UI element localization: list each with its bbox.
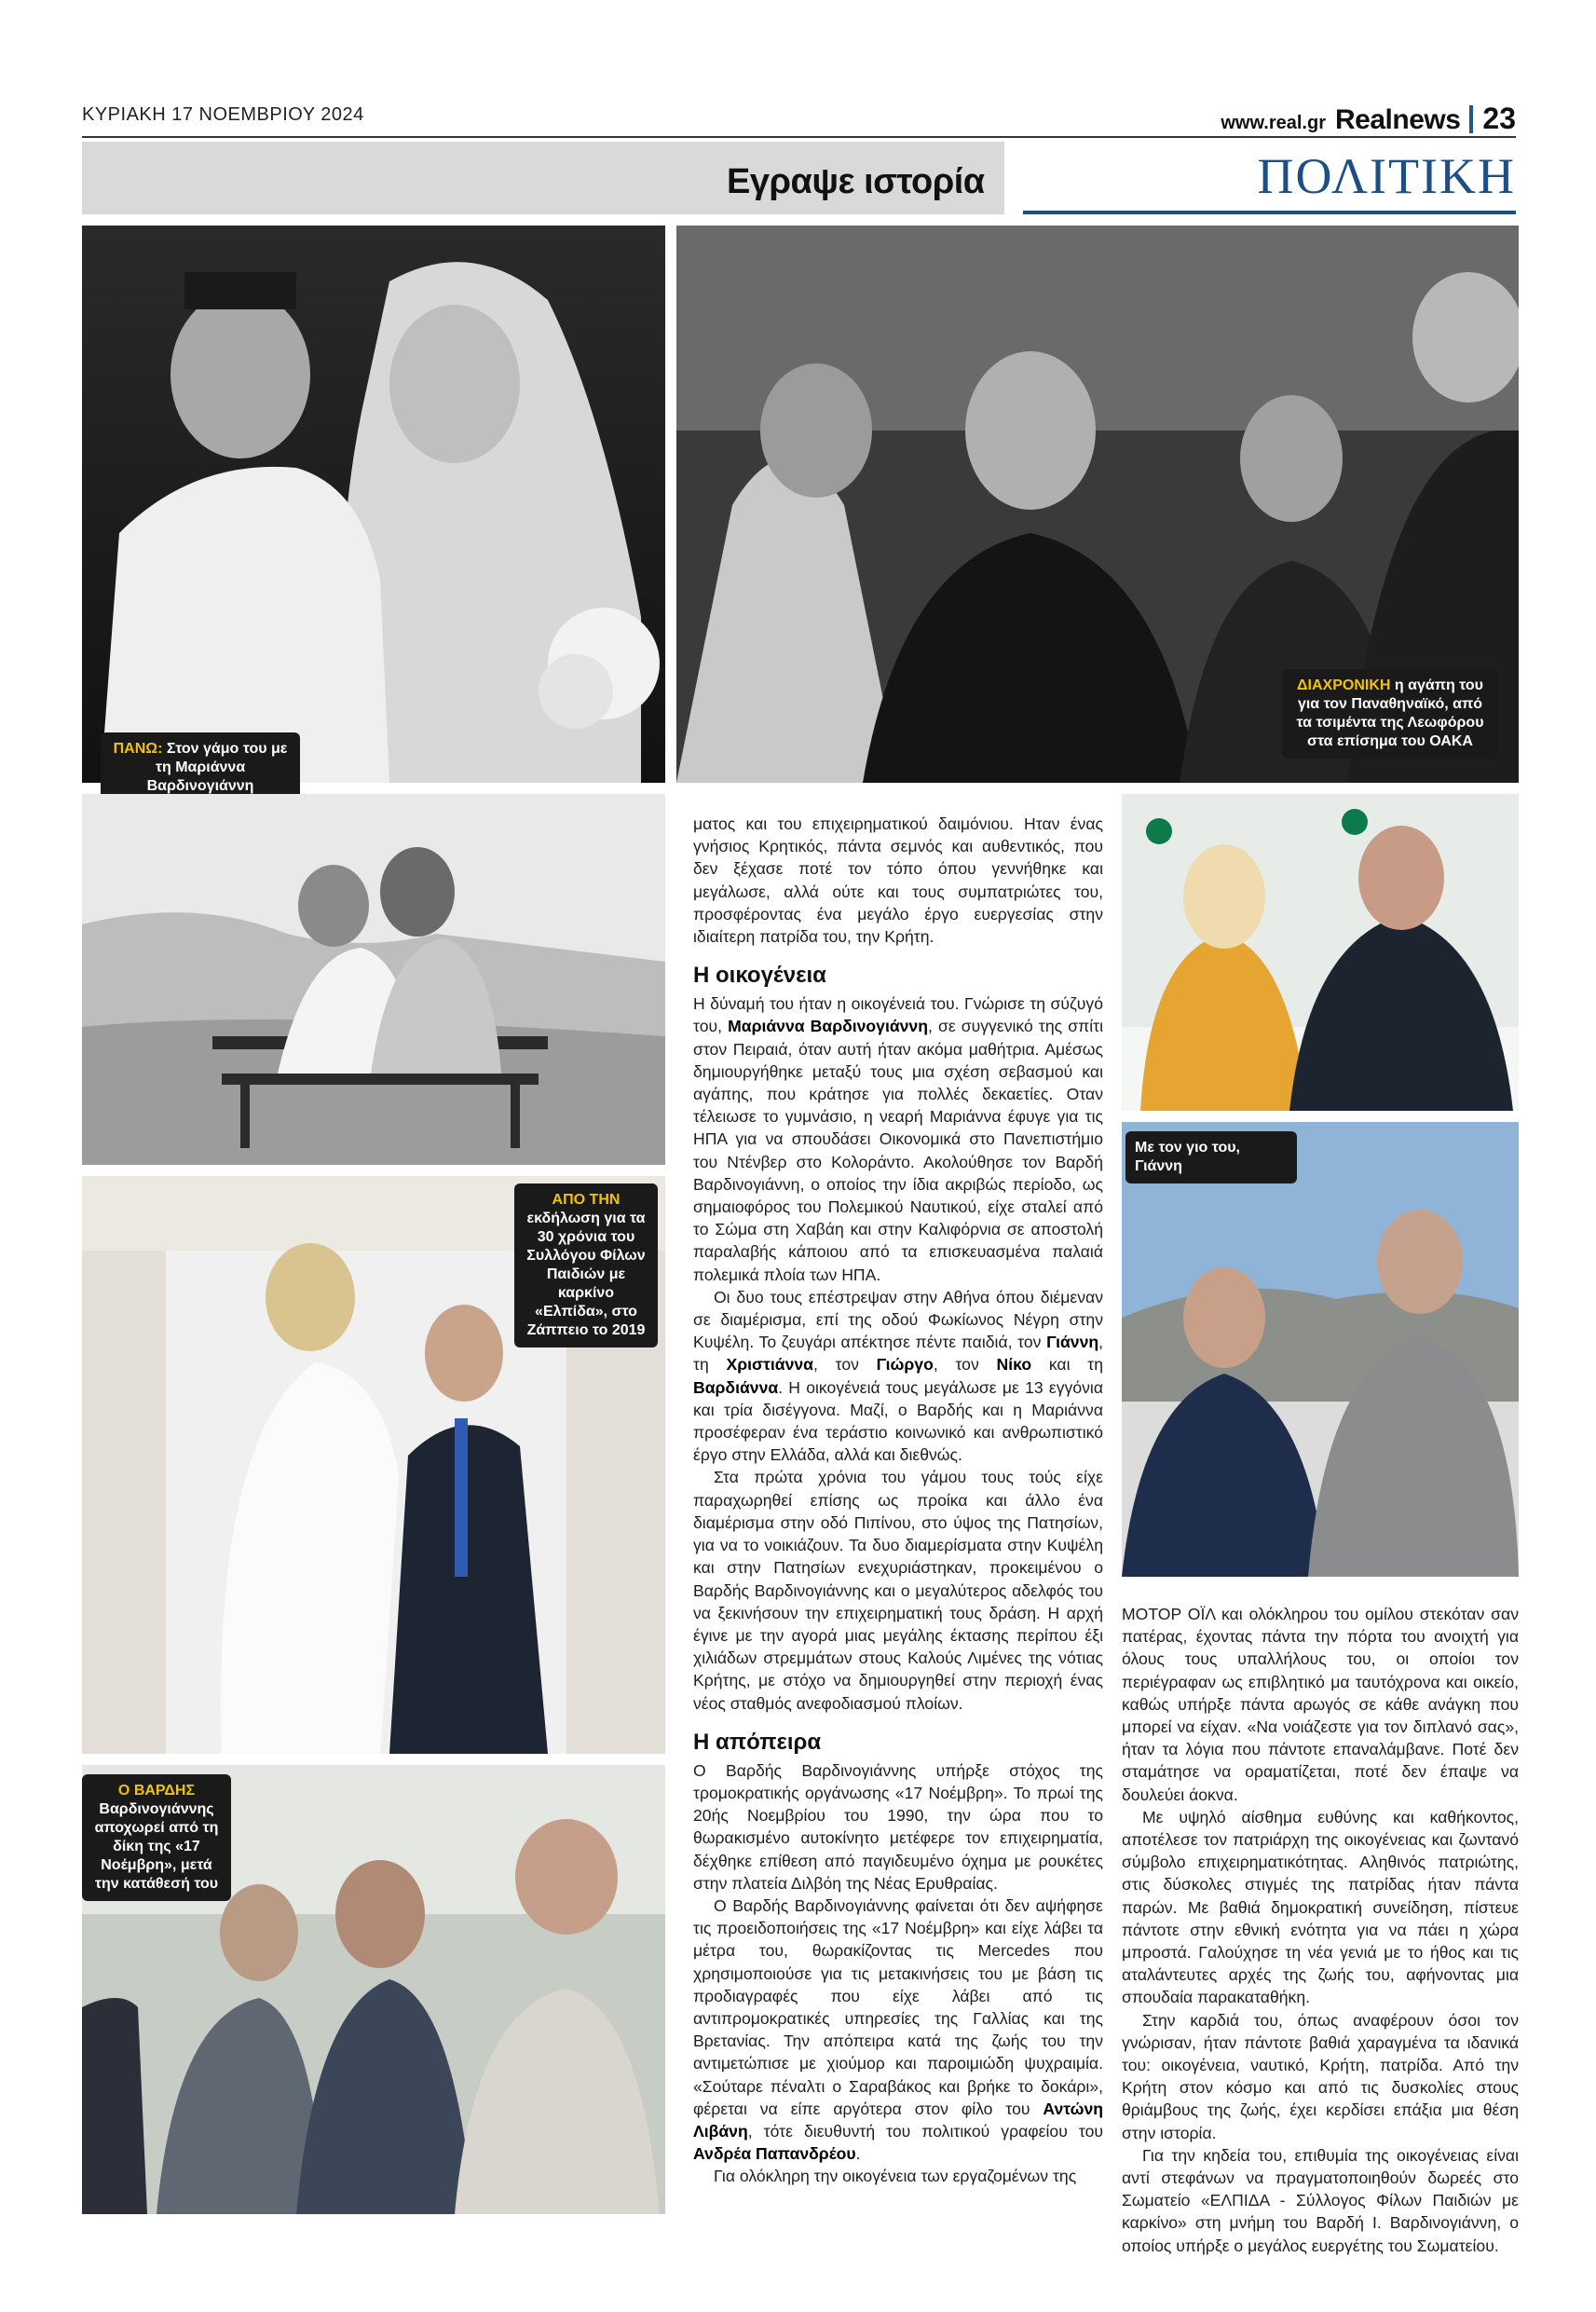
paragraph: Στα πρώτα χρόνια του γάμου τους τούς είχε παραχωρηθεί επίσης ως προίκα και άλλο ένα διαμέρισμα στην οδό Πιπίνου, στο ύψος της Πατησίων, για να το νοικιάζουν. Τα δυο διαμερίσματα στην Κυψέλη και στην Πατησίων ενεχυριάστηκαν, προκειμένου ο Βαρδής Βαρδινογιάννης και ο μεγαλύτερος αδελφός του να ξεκινήσουν την επιχειρηματική τους δράση. Η αρχή έγινε με την αγορά μιας μεγάλης έκτασης περίπου έξι χιλιάδων στρεμμάτων στους Καλούς Λιμένες της νότιας Κρήτης, με στόχο να δημιουργηθεί στην περιοχή ένας νέος σταθμός ανεφοδιασμού πλοίων.	[693, 1468, 1103, 1713]
paragraph: ματος και του επιχειρηματικού δαιμόνιου. Ηταν ένας γνήσιος Κρητικός, πάντα σεμνός και αυθεντικός, που δεν ξέχασε ποτέ τον τόπο όπου γεννήθηκε και μεγάλωσε, αλλά ούτε και τους συμπατριώτες του, προσφέροντας ένα μεγάλο έργο ευεργεσίας στην ιδιαίτερη πατρίδα του, την Κρήτη.	[693, 814, 1103, 947]
section-rule	[1023, 211, 1516, 214]
photo-wedding	[82, 226, 665, 783]
page-number: 23	[1482, 102, 1516, 135]
paragraph: Με υψηλό αίσθημα ευθύνης και καθήκοντος, αποτέλεσε τον πατριάρχη της οικογένειας και ζωντανό σύμβολο επιχειρηματικότητας. Αληθινός πατριώτης, στις δύσκολες στιγμές της πατρίδας ήταν πάντα παρών. Με βαθιά δημοκρατική συνείδηση, πίστευε πάντοτε στην εθνική ενότητα για να πάει η χώρα μπροστά. Γαλούχησε τη νέα γενιά με το ήθος και τις αταλάντευτες αρχές της ζωής του, αφήνοντας μια σπουδαία παρακαταθήκη.	[1122, 1807, 1519, 2007]
masthead-brand-block	[1221, 101, 1516, 136]
paragraph: Στην καρδιά του, όπως αναφέρουν όσοι τον γνώρισαν, ήταν πάντοτε βαθιά χαραγμένα τα ιδανικά του: οικογένεια, ναυτικό, Κρήτη, πατρίδα. Από την Κρήτη στον κόσμο και από τις δυσκολίες στους θριάμβους της ζωής, έχει κερδίσει επάξια μια θέση στην ιστορία.	[1122, 2010, 1519, 2142]
kicker-title: Εγραψε ιστορία	[727, 162, 985, 201]
brand-logo: Realnews	[1335, 104, 1461, 135]
paragraph: ΜΟΤΟΡ ΟΪΛ και ολόκληρου του ομίλου στεκόταν σαν πατέρας, έχοντας πάντα την πόρτα του ανοιχτή για όλους τους υπαλλήλους του, οι οποίοι τον περιέγραφαν ως επιβλητικό μα ταυτόχρονα και οικείο, καθώς υπήρξε πάντα αρωγός σε κάθε ανάγκη που μπορεί να είχαν. «Να νοιάζεστε για τον διπλανό σας», ήταν τα λόγια που πάντοτε επαναλάμβανε. Ποτέ δεν σταμάτησε να οραματίζεται, ποτέ δεν έπαψε να δουλεύει άοκνα.	[1122, 1605, 1519, 1804]
section-title: ΠΟΛΙΤΙΚΗ	[1257, 148, 1516, 204]
caption-wedding: ΠΑΝΩ: Στον γάμο του με τη Μαριάννα Βαρδινογιάννη	[101, 732, 300, 841]
article-column-2	[693, 813, 1103, 2188]
photo-with-son	[1122, 1122, 1519, 1577]
site-url[interactable]: www.real.gr	[1221, 113, 1326, 133]
article-column-3	[1122, 1603, 1519, 2257]
caption-stadium: ΔΙΑΧΡΟΝΙΚΗ η αγάπη του για τον Παναθηναϊκό, από τα τσιμέντα της Λεωφόρου στα επίσημα του ΟΑΚΑ	[1282, 669, 1498, 759]
subheading-attempt: Η απόπειρα	[693, 1729, 822, 1755]
photo-amorgos	[82, 794, 665, 1165]
brand-separator	[1469, 105, 1473, 133]
subheading-family: Η οικογένεια	[693, 963, 826, 989]
paragraph: Η δύναμή του ήταν η οικογένειά του. Γνώρισε τη σύζυγό του, Μαριάννα Βαρδινογιάννη, σε συγγενικό της σπίτι στον Πειραιά, όταν αυτή ήταν ακόμα μαθήτρια. Αμέσως δημιουργήθηκε μεταξύ τους μια σχέση σεβασμού και αγάπης, που κράτησε για πολλές δεκαετίες. Οταν τέλειωσε το γυμνάσιο, η νεαρή Μαριάννα έφυγε για τις ΗΠΑ για να σπουδάσει Οικονομικά στο Πανεπιστήμιο του Ντένβερ στο Κολοράντο. Ακολούθησε τον Βαρδή Βαρδινογιάννη, ο οποίος την ίδια ακριβώς περίοδο, ως σημαιοφόρος του Πολεμικού Ναυτικού, είχε σταλεί από το Σώμα στη Χαβάη και στην Καλιφόρνια σε αποστολή παραλαβής κάποιου από τα επισκευασμένα παλαιά πολεμικά πλοία των ΗΠΑ.	[693, 994, 1103, 1284]
paragraph: Ο Βαρδής Βαρδινογιάννης υπήρξε στόχος της τρομοκρατικής οργάνωσης «17 Νοέμβρη». Το πρωί της 20ής Νοεμβρίου του 1990, την ώρα που το θωρακισμένο αυτοκίνητο μετέφερε τον επιχειρηματία, δέχθηκε επίθεση από παγιδευμένο όχημα με ρουκέτες στην πλατεία Διλβόη της Νέας Ερυθραίας.	[693, 1760, 1103, 1893]
header-rule	[82, 136, 1516, 138]
caption-elpida-event: ΑΠΟ ΤΗΝ εκδήλωση για τα 30 χρόνια του Συλλόγου Φίλων Παιδιών με καρκίνο «Ελπίδα», στο Ζάππειο το 2019	[514, 1183, 658, 1348]
caption-trial: Ο ΒΑΡΔΗΣ Βαρδινογιάννης αποχωρεί από τη δίκη της «17 Νοέμβρη», μετά την κατάθεσή του	[82, 1774, 231, 1901]
paragraph: Οι δυο τους επέστρεψαν στην Αθήνα όπου διέμεναν σε διαμέρισμα, επί της οδού Φωκίωνος Νέγρη στην Κυψέλη. Το ζευγάρι απέκτησε πέντε παιδιά, τον Γιάννη, τη Χριστιάννα, τον Γιώργο, τον Νίκο και τη Βαρδιάννα. Η οικογένειά τους μεγάλωσε με 13 εγγόνια και τρία δισέγγονα. Μαζί, ο Βαρδής και η Μαριάννα προσέφεραν ένα τεράστιο κοινωνικό και ανθρωπιστικό έργο στην Ελλάδα, αλλά και διεθνώς.	[693, 1287, 1103, 1465]
paragraph: Για την κηδεία του, επιθυμία της οικογένειας είναι αντί στεφάνων να πραγματοποιηθούν δωρεές στο Σωματείο «ΕΛΠΙΔΑ - Σύλλογος Φίλων Παιδιών με καρκίνο» στη μνήμη του Βαρδή Ι. Βαρδινογιάννη, ο οποίος υπήρξε ο μεγάλος ευεργέτης του Σωματείου.	[1122, 2145, 1519, 2255]
issue-date: ΚΥΡΙΑΚΗ 17 ΝΟΕΜΒΡΙΟΥ 2024	[82, 104, 364, 125]
photo-stadium-couple	[1122, 794, 1519, 1111]
paragraph: Ο Βαρδής Βαρδινογιάννης φαίνεται ότι δεν αψήφησε τις προειδοποιήσεις της «17 Νοέμβρη» και είχε λάβει τα μέτρα του, θωρακίζοντας τις Mercedes που χρησιμοποιούσε για τις μετακινήσεις του με βάση τις προδιαγραφές που είχε λάβει από τις αντιπρομοκρατικές υπηρεσίες της Γαλλίας και της Βρετανίας. Την απόπειρα κατά της ζωής του την αντιμετώπισε με χιούμορ και παροιμιώδη ψυχραιμία. «Σούταρε πέναλτι ο Σαραβάκος και βρήκε το δοκάρι», φέρεται να είπε αργότερα στον φίλο του Αντώνη Λιβάνη, τότε διευθυντή του πολιτικού γραφείου του Ανδρέα Παπανδρέου.	[693, 1895, 1103, 2164]
caption-with-son: Με τον γιο του, Γιάννη	[1125, 1131, 1297, 1183]
paragraph: Για ολόκληρη την οικογένεια των εργαζομένων της	[714, 2167, 1077, 2186]
